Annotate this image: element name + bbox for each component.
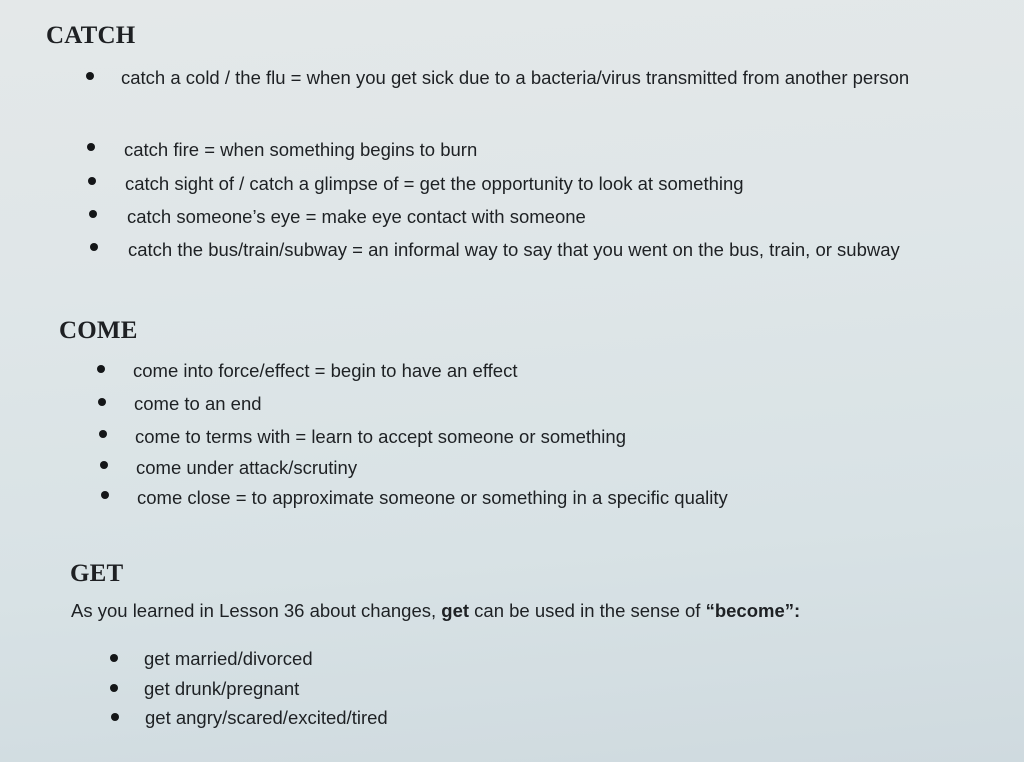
bullet-icon xyxy=(90,243,98,251)
bullet-icon xyxy=(98,398,106,406)
intro-bold-become: “become”: xyxy=(705,600,801,621)
list-item: get angry/scared/excited/tired xyxy=(145,707,388,728)
list-item: get drunk/pregnant xyxy=(144,678,300,699)
list-item: get married/divorced xyxy=(144,648,313,669)
section-heading-come: COME xyxy=(59,317,138,344)
list-item: come into force/effect = begin to have an effect xyxy=(133,360,518,381)
bullet-icon xyxy=(101,491,109,499)
bullet-icon xyxy=(87,143,95,151)
list-item: come to terms with = learn to accept someone or something xyxy=(135,426,626,447)
list-item: come under attack/scrutiny xyxy=(136,457,358,478)
intro-bold-get: get xyxy=(441,600,470,621)
bullet-icon xyxy=(89,210,97,218)
bullet-icon xyxy=(100,461,108,469)
bullet-icon xyxy=(110,684,118,692)
get-intro-text xyxy=(71,600,800,622)
list-item: catch sight of / catch a glimpse of = get the opportunity to look at something xyxy=(125,173,744,194)
bullet-icon xyxy=(111,713,119,721)
intro-text: can be used in the sense of xyxy=(469,600,706,621)
list-item: catch a cold / the flu = when you get sick due to a bacteria/virus transmitted from another person xyxy=(121,67,910,88)
section-heading-get: GET xyxy=(70,560,124,587)
bullet-icon xyxy=(110,654,118,662)
list-item: come to an end xyxy=(134,393,262,414)
bullet-icon xyxy=(97,365,105,373)
intro-text: As you learned in Lesson 36 about changes, xyxy=(71,600,442,621)
list-item: catch the bus/train/subway = an informal way to say that you went on the bus, train, or subway xyxy=(128,239,900,260)
bullet-icon xyxy=(88,177,96,185)
bullet-icon xyxy=(99,430,107,438)
bullet-icon xyxy=(86,72,94,80)
list-item: catch fire = when something begins to burn xyxy=(124,139,478,160)
list-item: come close = to approximate someone or something in a specific quality xyxy=(137,487,728,508)
section-heading-catch: CATCH xyxy=(46,22,136,49)
list-item: catch someone’s eye = make eye contact with someone xyxy=(127,206,586,227)
